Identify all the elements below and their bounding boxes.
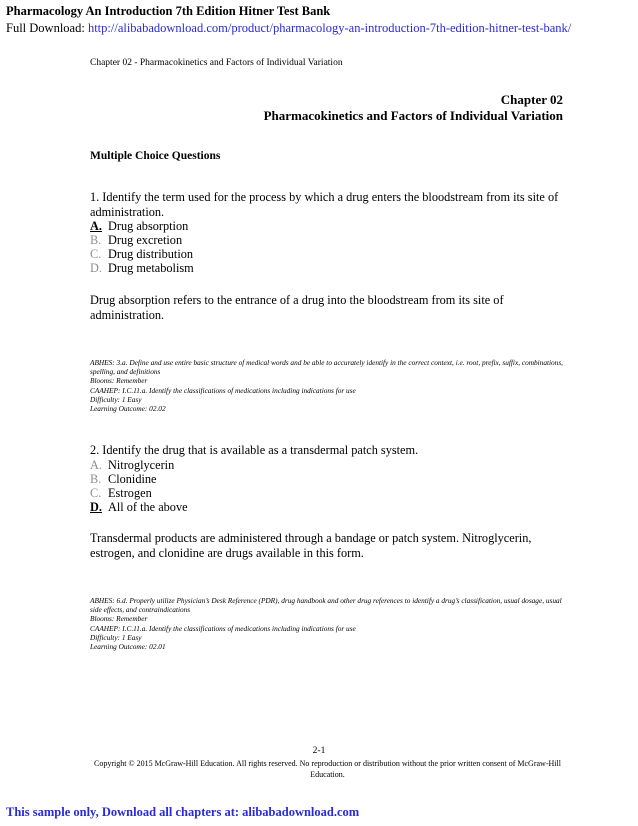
meta-difficulty: Difficulty: 1 Easy [90, 394, 142, 404]
option-text: Drug excretion [108, 233, 183, 247]
page-number: 2-1 [312, 746, 326, 756]
option-letter: C. [90, 247, 102, 261]
option-text: All of the above [108, 500, 188, 514]
option-text: Drug absorption [108, 219, 189, 233]
option-letter: A. [90, 219, 102, 233]
banner-title: Pharmacology An Introduction 7th Edition Hitner Test Bank [6, 4, 331, 18]
option-letter: D. [90, 261, 102, 275]
option-letter: C. [90, 486, 102, 500]
question-2-option-b [90, 472, 157, 486]
question-2-option-d [90, 500, 188, 514]
option-letter: B. [90, 233, 102, 247]
banner-download-line [6, 21, 571, 36]
option-text: Estrogen [108, 486, 152, 500]
download-label: Full Download: [6, 21, 85, 35]
meta-blooms: Blooms: Remember [90, 614, 148, 624]
question-1-explanation: Drug absorption refers to the entrance of a drug into the bloodstream from its site of administration. [90, 293, 504, 322]
option-text: Clonidine [108, 472, 157, 486]
meta-caahep: CAAHEP: I.C.11.a. Identify the classifications of medications including indications for use [90, 623, 356, 633]
option-text: Drug distribution [108, 247, 194, 261]
question-1-option-d [90, 261, 194, 275]
option-text: Drug metabolism [108, 261, 194, 275]
option-text: Nitroglycerin [108, 458, 175, 472]
question-1-stem: 1. Identify the term used for the process by which a drug enters the bloodstream from its site of administration. [90, 190, 559, 219]
running-head: Chapter 02 - Pharmacokinetics and Factors of Individual Variation [90, 58, 343, 68]
question-2-explanation: Transdermal products are administered through a bandage or patch system. Nitroglycerin, estrogen, and clonidine are drugs available in this form. [90, 531, 532, 560]
copyright-notice: Copyright © 2015 McGraw-Hill Education. All rights reserved. No reproduction or distribution without the prior written consent of McGraw-Hill Education. [94, 759, 561, 779]
meta-learning-outcome: Learning Outcome: 02.01 [90, 642, 166, 652]
question-1-option-a [90, 219, 188, 233]
meta-abhes: ABHES: 6.d. Properly utilize Physician’s Desk Reference (PDR), drug handbook and other drug references to identify a drug’s classification, usual dosage, usual side effects, and contraindications [90, 596, 562, 615]
question-1-metadata [90, 358, 568, 413]
question-2-option-a [90, 458, 174, 472]
question-2-metadata [90, 596, 568, 651]
option-letter: D. [90, 500, 102, 514]
question-1-option-c [90, 247, 193, 261]
question-2-stem: 2. Identify the drug that is available as a transdermal patch system. [90, 443, 419, 457]
meta-abhes: ABHES: 3.a. Define and use entire basic structure of medical words and be able to accurately identify in the correct context, i.e. root, prefix, suffix, combinations, spelling, and definitions [90, 358, 563, 377]
meta-caahep: CAAHEP: I.C.11.a. Identify the classifications of medications including indications for use [90, 385, 356, 395]
option-letter: A. [90, 458, 102, 472]
download-link[interactable]: http://alibabadownload.com/product/pharmacology-an-introduction-7th-edition-hitner-test-bank/ [87, 21, 572, 35]
option-letter: B. [90, 472, 102, 486]
section-title: Multiple Choice Questions [90, 150, 221, 162]
chapter-number: Chapter 02 [500, 92, 563, 107]
question-1-option-b [90, 233, 182, 247]
sample-download-note[interactable]: This sample only, Download all chapters at: alibabadownload.com [6, 805, 360, 819]
chapter-title: Pharmacokinetics and Factors of Individual Variation [263, 108, 563, 123]
meta-difficulty: Difficulty: 1 Easy [90, 632, 142, 642]
meta-blooms: Blooms: Remember [90, 376, 148, 386]
question-2-option-c [90, 486, 152, 500]
meta-learning-outcome: Learning Outcome: 02.02 [90, 404, 166, 414]
